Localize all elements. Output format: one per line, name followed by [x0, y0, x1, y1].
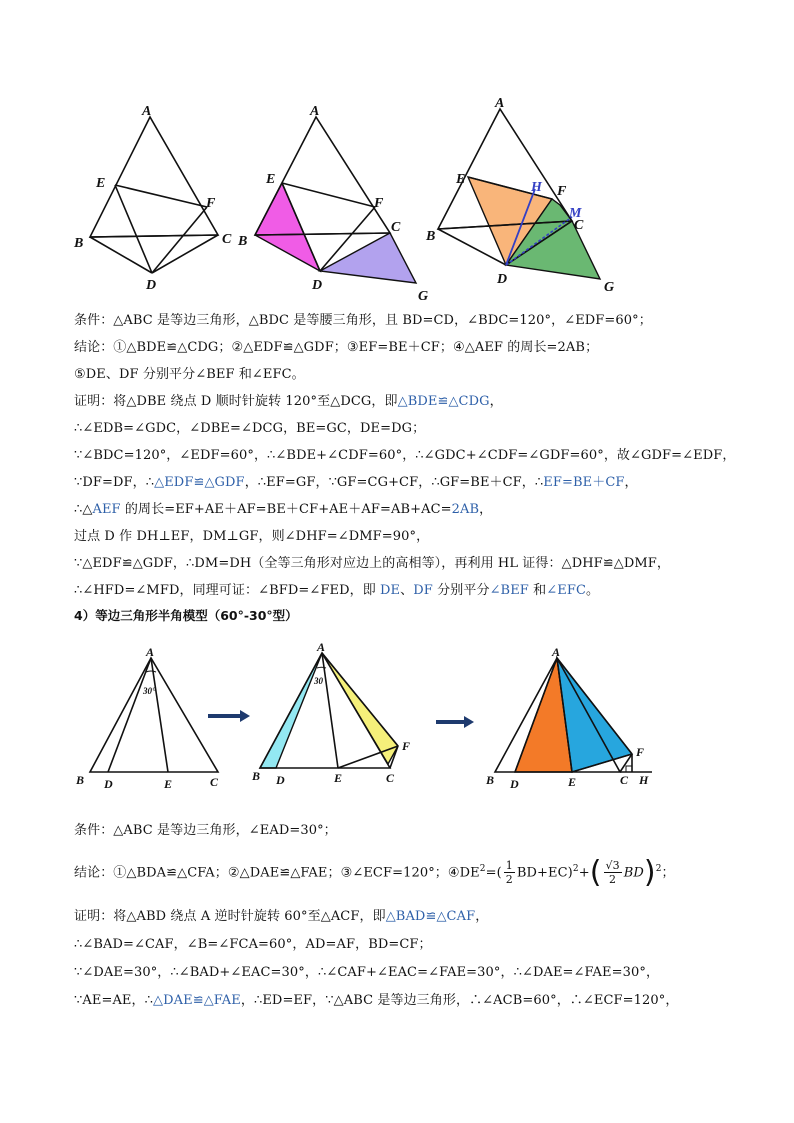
proof-1-line-3: ∵∠BDC=120°，∠EDF=60°，∴∠BDE+∠CDF=60°，∴∠GDC+∠CDF=∠GDF=60°，故∠GDF=∠EDF，	[74, 448, 736, 463]
fig3-label-h: H	[531, 180, 542, 195]
yellow-triangle	[322, 653, 398, 764]
segment-ed	[115, 185, 152, 273]
proof-2-line-1-suffix: ，	[475, 909, 489, 924]
fig5-label-b: B	[252, 769, 261, 783]
fig6-label-b: B	[486, 773, 495, 787]
fig3-label-d: D	[497, 272, 508, 287]
big-right-paren: )	[643, 854, 656, 890]
triangle-abc	[90, 117, 218, 237]
segment-bc	[90, 235, 218, 237]
proof-1-line-1-prefix: 证明：将△DBE 绕点 D 顺时针旋转 120°至△DCG，即	[74, 394, 398, 409]
fig4-label-c: C	[210, 775, 219, 789]
fig5-label-c: C	[386, 771, 395, 785]
proof-1-line-4-c: ，	[624, 475, 638, 490]
fig1-label-a: A	[142, 104, 152, 119]
fig3-label-f: F	[557, 184, 567, 199]
conclusion-2-sup1: 2	[479, 864, 486, 874]
fig2-label-g: G	[418, 289, 429, 304]
figure-2	[255, 117, 416, 283]
conditions-1: 条件：△ABC 是等边三角形，△BDC 是等腰三角形，且 BD=CD，∠BDC=120°，∠EDF=60°；	[74, 313, 652, 328]
proof-1-line-1-highlight: △BDE≌△CDG	[397, 394, 490, 409]
fig2-label-f: F	[374, 196, 384, 211]
conclusion-2-end: ；	[661, 865, 675, 881]
proof-1-line-8-hl2: DF	[413, 583, 433, 598]
fig2-label-b: B	[238, 234, 248, 249]
conclusion-2-plus: +	[578, 865, 590, 881]
fig2-label-e: E	[266, 172, 276, 187]
arrow-2	[436, 716, 474, 728]
fig6-label-a: A	[552, 645, 561, 659]
proof-1-line-5-b: 的周长=EF+AE＋AF=BE＋CF+AE＋AF=AB+AC=	[120, 502, 452, 517]
proof-1-line-1	[74, 393, 503, 411]
conclusion-2-sup2: 2	[572, 864, 579, 874]
proof-2-line-4-b: ，∴ED=EF，∵△ABC 是等边三角形，∴∠ACB=60°，∴∠ECF=120°，	[240, 993, 679, 1008]
fig6-label-d: D	[510, 777, 519, 791]
fig3-label-e: E	[456, 172, 466, 187]
proof-2-line-3: ∵∠DAE=30°，∴∠BAD+∠EAC=30°，∴∠CAF+∠EAC=∠FAE=30°，∴∠DAE=∠FAE=30°，	[74, 965, 660, 980]
fig5-label-a: A	[317, 640, 326, 654]
proof-2-line-1-prefix: 证明：将△ABD 绕点 A 逆时针旋转 60°至△ACF，即	[74, 909, 386, 924]
big-left-paren: (	[589, 854, 602, 890]
figure-4	[90, 658, 218, 772]
proof-1-line-6: 过点 D 作 DH⊥EF，DM⊥GF，则∠DHF=∠DMF=90°，	[74, 529, 430, 544]
proof-1-line-5-a: ∴△	[74, 502, 93, 517]
proof-1-line-8-b: 、	[400, 583, 414, 598]
fraction-half	[504, 859, 515, 886]
proof-1-line-8	[74, 582, 599, 600]
proof-1-line-5-hl1: AEF	[92, 502, 121, 517]
fig5-label-f: F	[402, 739, 411, 753]
fig3-label-b: B	[426, 229, 436, 244]
fig6-label-f: F	[636, 745, 645, 759]
proof-1-line-4-hl2: EF=BE＋CF	[543, 475, 625, 490]
proof-1-line-4-hl1: △EDF≌△GDF	[154, 475, 245, 490]
conclusion-2-prefix: 结论：①△BDA≌△CFA；②△DAE≌△FAE；③∠ECF=120°；④DE	[74, 865, 480, 881]
proof-2-line-4-a: ∵AE=AE，∴	[74, 993, 153, 1008]
proof-2-line-4	[74, 992, 678, 1010]
segment-ef	[115, 185, 207, 207]
proof-1-line-8-hl4: ∠EFC	[546, 583, 587, 598]
proof-1-line-8-a: ∴∠HFD=∠MFD，同理可证：∠BFD=∠FED，即	[74, 583, 381, 598]
segment-fd	[152, 207, 207, 273]
fig5-angle-label: 30	[314, 676, 323, 686]
fig2-label-c: C	[391, 220, 401, 235]
proof-2-line-1	[74, 908, 488, 926]
conclusion-2-sup3: 2	[655, 864, 662, 874]
fig3-label-g: G	[604, 280, 615, 295]
fig5-label-e: E	[334, 771, 343, 785]
proof-1-line-4-a: ∵DF=DF，∴	[74, 475, 155, 490]
fig3-label-m: M	[569, 206, 582, 221]
fraction-half-denominator: 2	[505, 873, 513, 887]
arrow-1	[208, 710, 250, 722]
fig4-label-d: D	[104, 777, 113, 791]
fraction-sqrt3-half	[604, 859, 622, 886]
fraction-half-numerator: 1	[505, 859, 513, 873]
figure-1	[90, 117, 218, 273]
proof-2-line-1-highlight: △BAD≌△CAF	[385, 909, 476, 924]
figure-5	[260, 653, 398, 768]
segment-cd	[152, 235, 218, 273]
fig2-label-a: A	[310, 104, 320, 119]
lavender-triangle-dcg	[320, 233, 416, 283]
proof-2-line-2: ∴∠BAD=∠CAF，∠B=∠FCA=60°，AD=AF，BD=CF；	[74, 937, 432, 952]
fig1-label-d: D	[146, 278, 157, 293]
proof-1-line-7: ∵△EDF≌△GDF，∴DM=DH（全等三角形对应边上的高相等），再利用 HL 证得：△DHF≌△DMF，	[74, 556, 671, 571]
figure-row-top	[60, 95, 660, 307]
figure-row-bottom	[60, 636, 680, 796]
conclusion-1a: 结论：①△BDE≌△CDG；②△EDF≌△GDF；③EF=BE＋CF；④△AEF 的周长=2AB；	[74, 340, 599, 355]
fig4-label-e: E	[164, 777, 173, 791]
figure-3	[438, 109, 600, 279]
fig3-label-c: C	[574, 218, 584, 233]
conditions-2: 条件：△ABC 是等边三角形，∠EAD=30°；	[74, 823, 337, 838]
fig1-label-b: B	[74, 236, 84, 251]
fig3-label-a: A	[495, 96, 505, 111]
segment-bd	[90, 237, 152, 273]
conclusion-2-mid2: BD+EC)	[516, 865, 573, 881]
fig5-label-d: D	[276, 773, 285, 787]
conclusion-2-mid: =(	[485, 865, 502, 881]
proof-1-line-4	[74, 474, 638, 492]
proof-2-line-4-highlight: △DAE≌△FAE	[153, 993, 241, 1008]
proof-1-line-5-c: ，	[479, 502, 493, 517]
proof-1-line-1-suffix: ，	[489, 394, 503, 409]
conclusion-2-bd: BD	[623, 865, 644, 881]
fig6-label-c: C	[620, 773, 629, 787]
fraction-sqrt3-denominator: 2	[609, 873, 617, 887]
proof-1-line-8-hl3: ∠BEF	[489, 583, 529, 598]
proof-1-line-5	[74, 501, 492, 519]
fig4-angle-label: 30°	[143, 686, 156, 696]
fig6-label-e: E	[568, 775, 577, 789]
fig4-label-b: B	[76, 773, 85, 787]
proof-1-line-8-c: 分别平分	[432, 583, 490, 598]
proof-1-line-5-hl2: 2AB	[451, 502, 480, 517]
fraction-sqrt3-numerator: √3	[605, 859, 620, 873]
conclusion-1b: ⑤DE、DF 分别平分∠BEF 和∠EFC。	[74, 367, 305, 382]
figure-6	[495, 658, 652, 772]
proof-1-line-8-hl1: DE	[380, 583, 401, 598]
proof-1-line-4-b: ，∴EF=GF，∵GF=CG+CF，∴GF=BE＋CF，∴	[244, 475, 544, 490]
proof-1-line-2: ∴∠EDB=∠GDC，∠DBE=∠DCG，BE=GC，DE=DG；	[74, 421, 426, 436]
fig6-label-h: H	[639, 773, 649, 787]
fig1-label-f: F	[206, 196, 216, 211]
proof-1-line-8-e: 。	[586, 583, 600, 598]
fig4-label-a: A	[146, 645, 155, 659]
fig1-label-e: E	[96, 176, 106, 191]
fig2-label-d: D	[312, 278, 323, 293]
proof-1-line-8-d: 和	[528, 583, 547, 598]
fig1-label-c: C	[222, 232, 232, 247]
section-heading-4: 4）等边三角形半角模型（60°-30°型）	[74, 608, 298, 623]
conclusion-2	[74, 854, 675, 888]
